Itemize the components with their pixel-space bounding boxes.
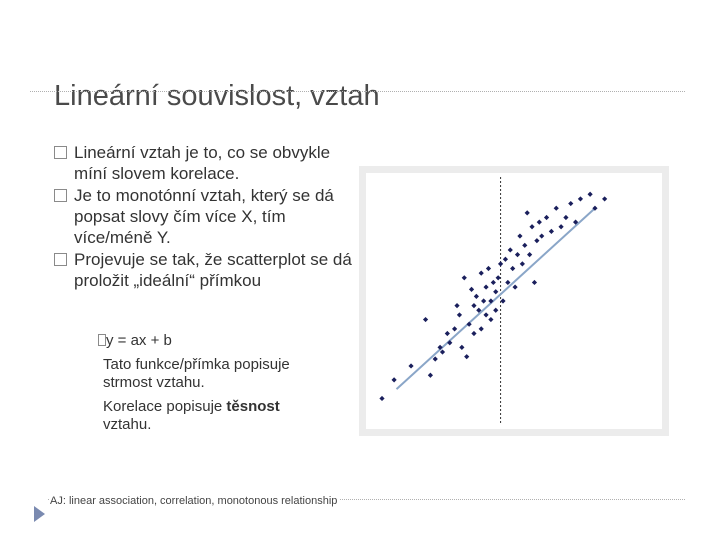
data-point (498, 261, 503, 266)
data-point (527, 252, 532, 257)
sub-notes (103, 332, 343, 434)
data-point (503, 257, 508, 262)
sub-text-correlation (103, 398, 343, 434)
data-point (493, 308, 498, 313)
scatter-chart (366, 173, 662, 429)
equation-line (103, 332, 343, 350)
data-point (500, 298, 505, 303)
data-point (588, 192, 593, 197)
data-point (508, 247, 513, 252)
sub-text-prefix: Korelace popisuje (103, 398, 227, 415)
data-point (452, 326, 457, 331)
data-point (433, 356, 438, 361)
sub-text-bold: těsnost (226, 398, 280, 415)
data-point (537, 220, 542, 225)
data-point (520, 261, 525, 266)
data-point (513, 284, 518, 289)
data-point (483, 312, 488, 317)
data-point (392, 377, 397, 382)
bullet-item (54, 142, 364, 184)
data-point (488, 317, 493, 322)
data-point (525, 210, 530, 215)
scatter-svg (366, 173, 662, 429)
data-point (474, 294, 479, 299)
data-point (459, 345, 464, 350)
data-point (423, 317, 428, 322)
checkbox-bullet-icon (54, 189, 67, 202)
data-point (510, 266, 515, 271)
data-point (445, 331, 450, 336)
data-point (481, 298, 486, 303)
bullet-item (54, 249, 364, 291)
checkbox-bullet-icon (54, 253, 67, 266)
equation-text: y = ax + b (106, 332, 172, 349)
data-point (558, 224, 563, 229)
data-point (491, 280, 496, 285)
data-point (549, 229, 554, 234)
sub-bullet-icon (98, 334, 106, 346)
data-point (517, 233, 522, 238)
data-point (515, 252, 520, 257)
data-point (486, 266, 491, 271)
bullet-text: Lineární vztah je to, co se obvykle míní slovem korelace. (74, 143, 331, 183)
data-point (462, 275, 467, 280)
bullet-item (54, 185, 364, 248)
slide-title: Lineární souvislost, vztah (54, 80, 380, 112)
data-point (493, 289, 498, 294)
bullet-text: Projevuje se tak, že scatterplot se dá proložit „ideální“ přímkou (74, 250, 352, 290)
sub-text-slope: Tato funkce/přímka popisuje strmost vztahu. (103, 356, 290, 391)
data-point (534, 238, 539, 243)
data-point (529, 224, 534, 229)
data-point (532, 280, 537, 285)
data-point (488, 298, 493, 303)
data-point (479, 271, 484, 276)
data-point (428, 373, 433, 378)
title-divider (30, 91, 685, 92)
data-point (469, 287, 474, 292)
data-point (554, 206, 559, 211)
bullet-text: Je to monotónní vztah, který se dá popsat slovy čím více X, tím více/méně Y. (74, 186, 334, 247)
data-point (379, 396, 384, 401)
data-point (544, 215, 549, 220)
nav-arrow-icon[interactable] (34, 506, 45, 522)
data-point (483, 284, 488, 289)
data-point (457, 312, 462, 317)
bullet-list (54, 142, 364, 292)
data-point (563, 215, 568, 220)
data-point (464, 354, 469, 359)
data-point (437, 345, 442, 350)
data-point (408, 363, 413, 368)
data-point (602, 196, 607, 201)
data-point (454, 303, 459, 308)
data-point (479, 326, 484, 331)
data-point (522, 243, 527, 248)
data-point (496, 275, 501, 280)
sub-text-suffix: vztahu. (103, 416, 152, 433)
data-point (471, 331, 476, 336)
checkbox-bullet-icon (54, 146, 67, 159)
data-point (578, 196, 583, 201)
data-point (471, 303, 476, 308)
footnote: AJ: linear association, correlation, monotonous relationship (50, 495, 338, 507)
data-point (568, 201, 573, 206)
fit-line (397, 208, 595, 389)
data-point (505, 280, 510, 285)
data-point (539, 233, 544, 238)
